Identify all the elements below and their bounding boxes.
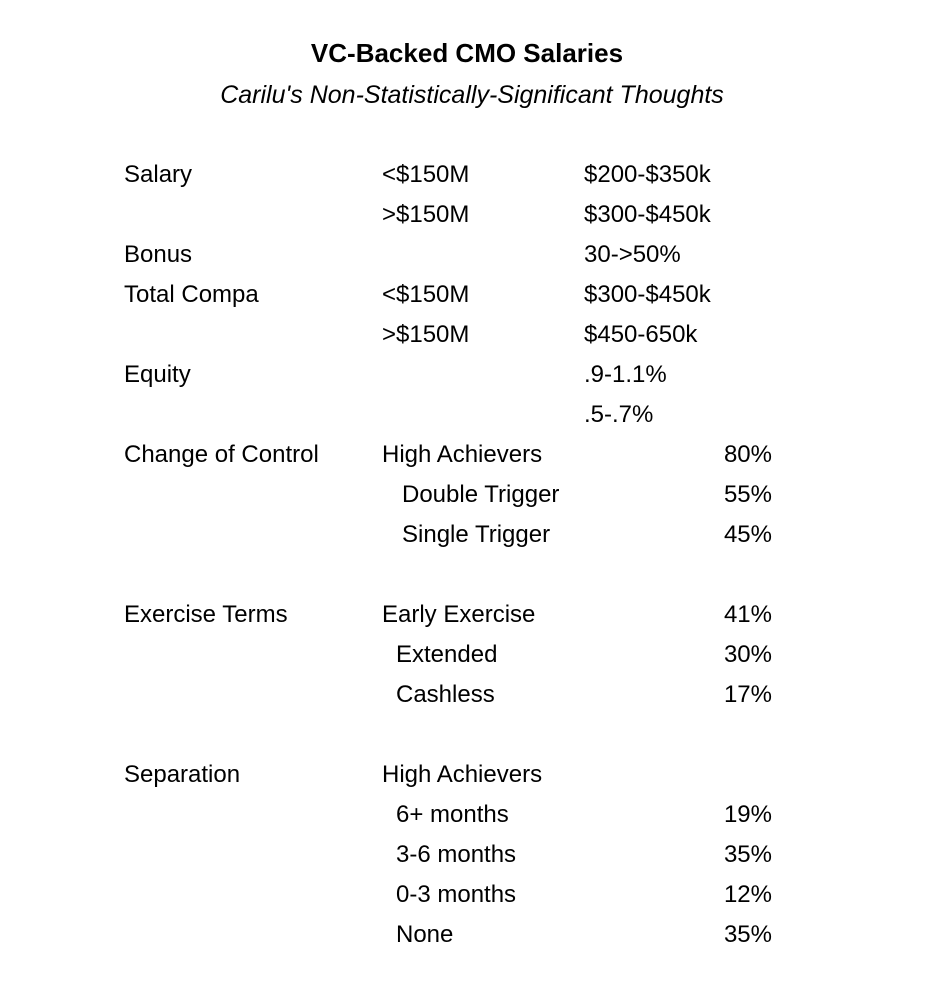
segment-label: <$150M [382,161,470,188]
value: .5-.7% [584,401,654,428]
percent-value: 30% [723,641,772,668]
row-sep-3-6 [0,835,934,875]
percent-value: 35% [723,921,772,948]
row-sep-6plus [0,795,934,835]
row-bonus [0,235,934,275]
category-label: Total Compa [124,281,259,308]
percent-value: 55% [723,481,772,508]
category-label: Change of Control [124,441,319,468]
segment-label: Single Trigger [402,521,551,548]
category-label: Exercise Terms [124,601,288,628]
percent-value: 80% [723,441,772,468]
document-title: VC-Backed CMO Salaries [310,38,624,68]
percent-value: 45% [723,521,772,548]
row-exercise-terms [0,595,934,635]
category-label: Bonus [124,241,193,268]
value: .9-1.1% [584,361,667,388]
value: $300-$450k [584,281,711,308]
value: $450-650k [584,321,698,348]
percent-value: 35% [723,841,772,868]
value: $300-$450k [584,201,711,228]
segment-label: High Achievers [382,761,543,788]
row-extended [0,635,934,675]
segment-label: <$150M [382,281,470,308]
segment-label: None [396,921,454,948]
row-change-of-control [0,435,934,475]
percent-value: 17% [723,681,772,708]
category-label: Salary [124,161,193,188]
segment-label: Double Trigger [402,481,560,508]
row-total-comp-large [0,315,934,355]
row-sep-none [0,915,934,955]
row-salary-small [0,155,934,195]
category-label: Separation [124,761,241,788]
percent-value: 12% [723,881,772,908]
segment-label: 3-6 months [396,841,517,868]
segment-label: >$150M [382,201,470,228]
row-equity-1 [0,355,934,395]
segment-label: 0-3 months [396,881,517,908]
segment-label: >$150M [382,321,470,348]
segment-label: Early Exercise [382,601,536,628]
percent-value: 19% [723,801,772,828]
value: 30->50% [584,241,681,268]
row-single-trigger [0,515,934,555]
row-double-trigger [0,475,934,515]
row-separation [0,755,934,795]
segment-label: High Achievers [382,441,543,468]
category-label: Equity [124,361,191,388]
segment-label: Extended [396,641,498,668]
row-equity-2 [0,395,934,435]
row-cashless [0,675,934,715]
row-salary-large [0,195,934,235]
segment-label: 6+ months [396,801,509,828]
percent-value: 41% [723,601,772,628]
segment-label: Cashless [396,681,495,708]
document-subtitle: Carilu's Non-Statistically-Significant Thoughts [220,81,724,109]
row-sep-0-3 [0,875,934,915]
value: $200-$350k [584,161,711,188]
row-total-comp-small [0,275,934,315]
